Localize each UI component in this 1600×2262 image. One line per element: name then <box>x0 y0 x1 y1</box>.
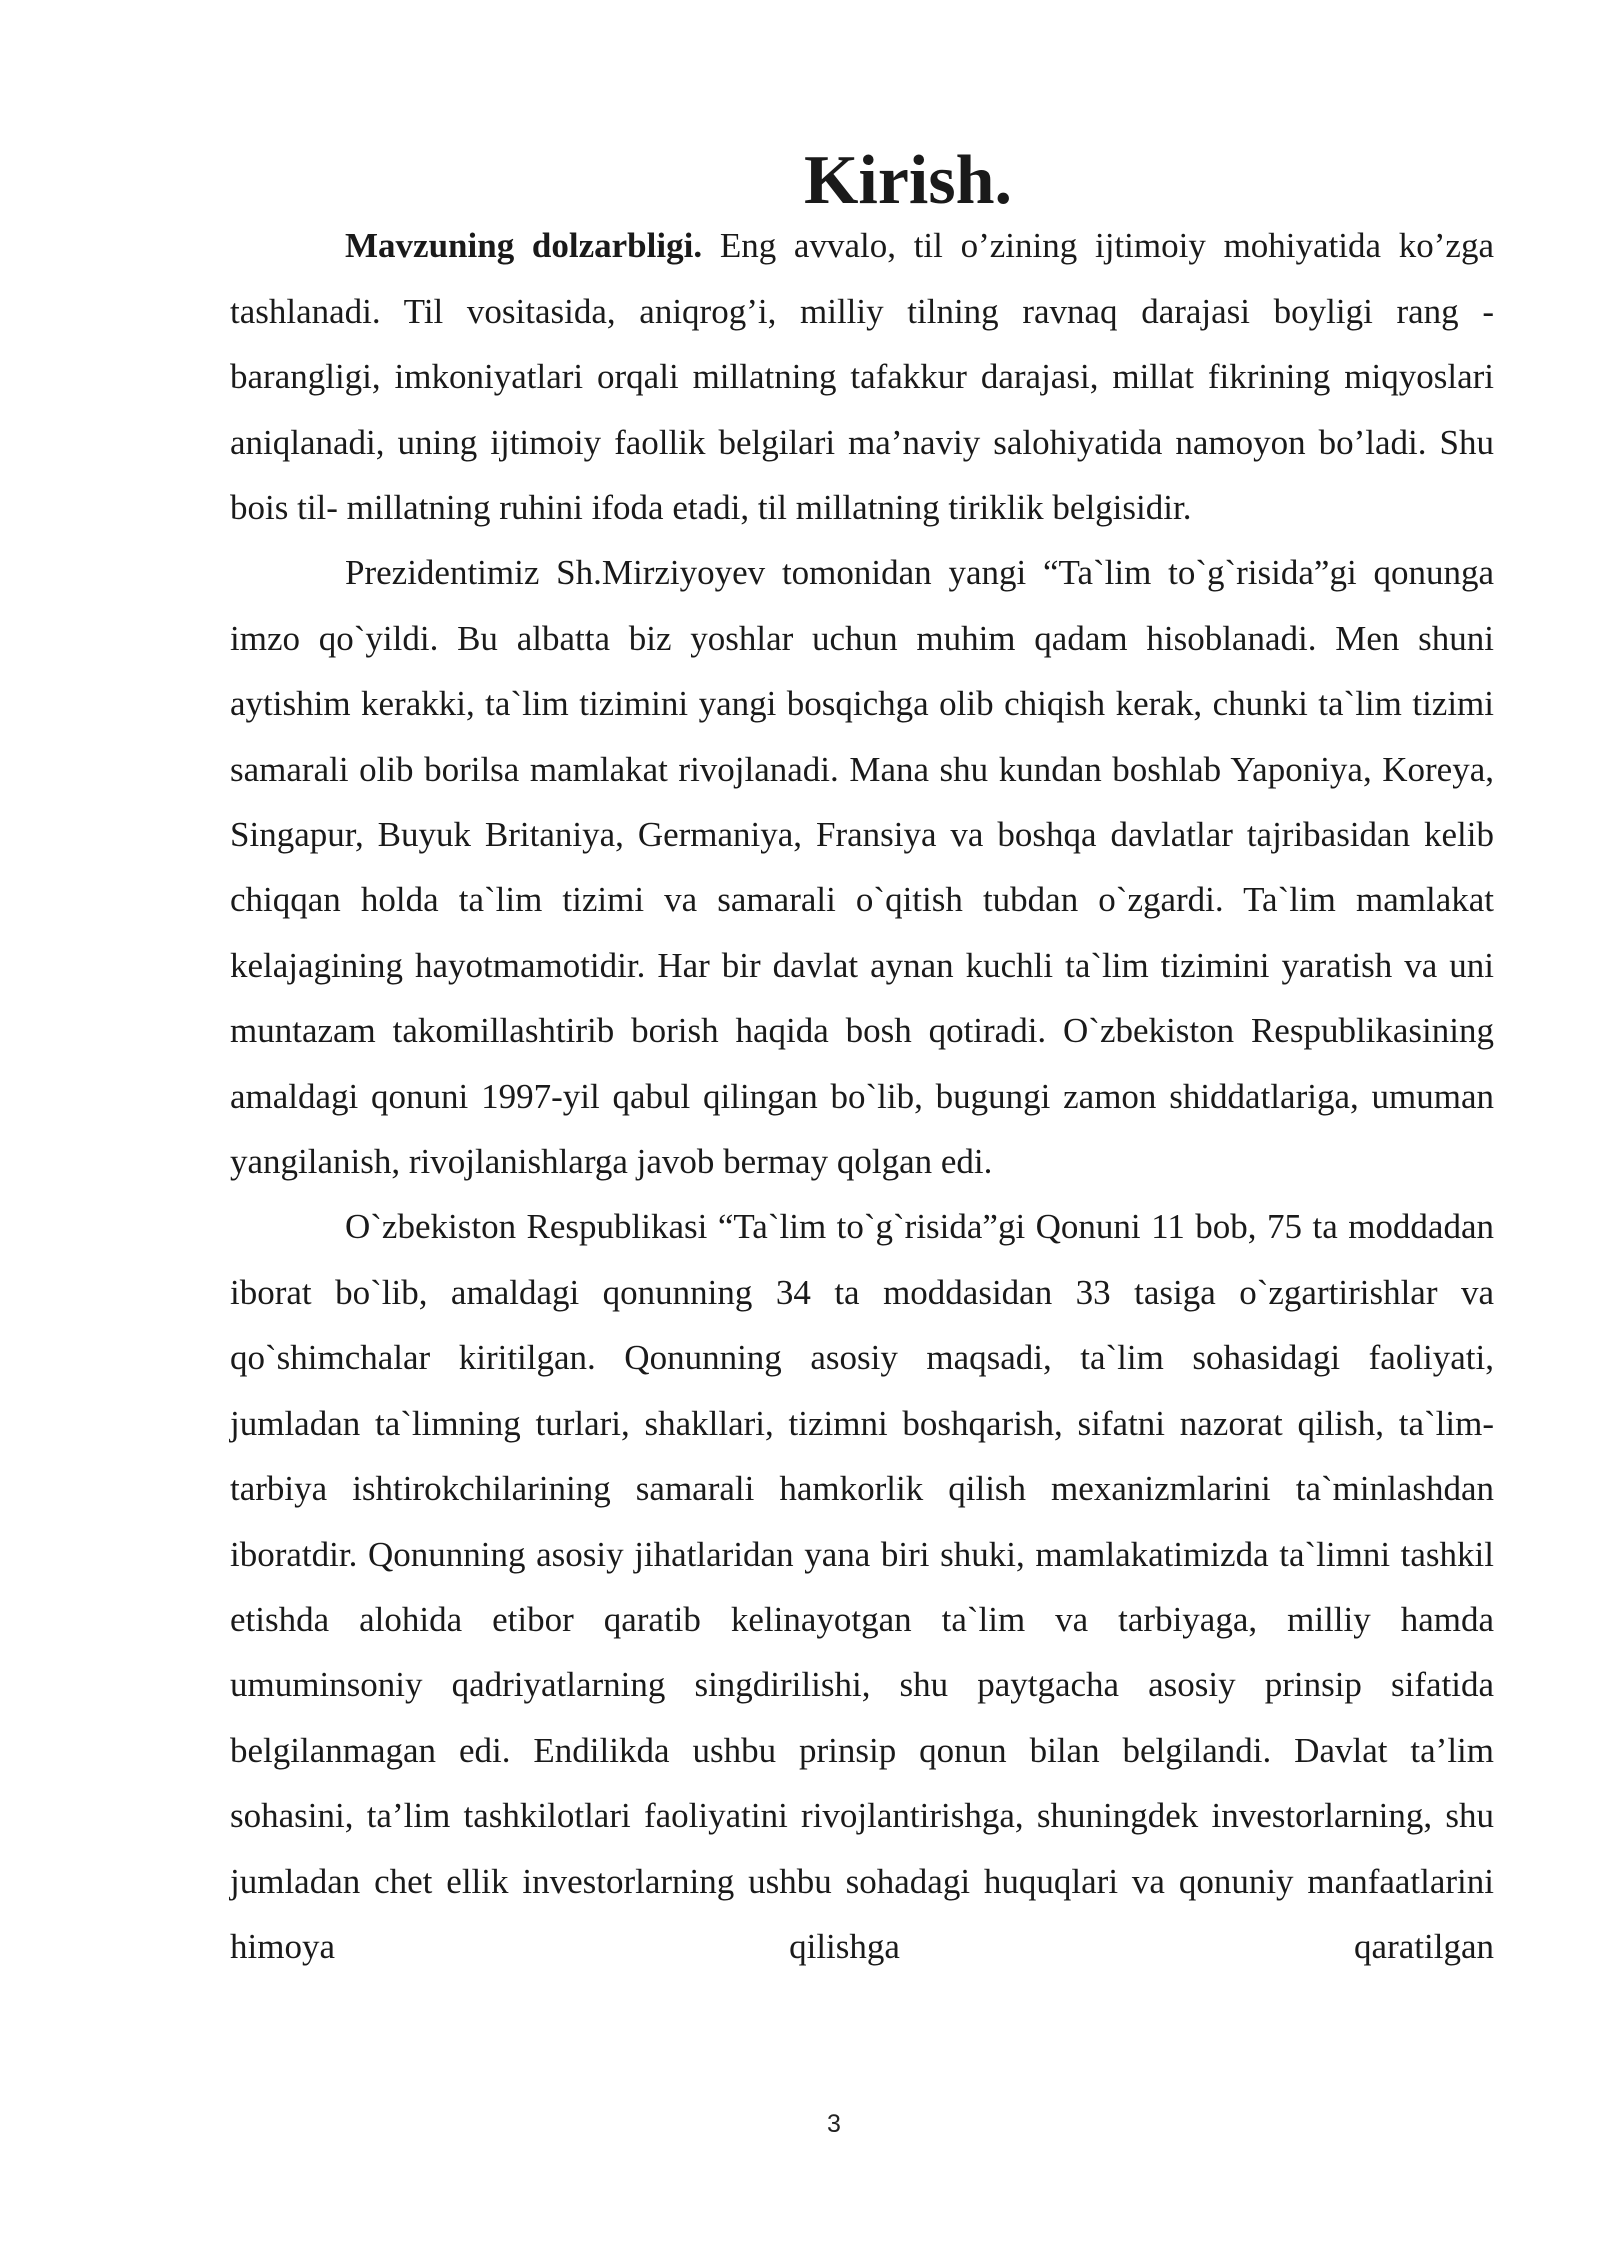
paragraph-text: O`zbekiston Respublikasi “Ta`lim to`g`risida”gi Qonuni 11 bob, 75 ta moddadan iborat bo`lib, amaldagi qonunning 34 ta moddasidan 33 tasiga o`zgartirishlar va qo`shimchalar kiritilgan. Qonunning asosiy maqsadi, ta`lim sohasidagi faoliyati, jumladan ta`limning turlari, shakllari, tizimni boshqarish, sifatni nazorat qilish, ta`lim-tarbiya ishtirokchilarining samarali hamkorlik qilish mexanizmlarini ta`minlashdan iboratdir. Qonunning asosiy jihatlaridan yana biri shuki, mamlakatimizda ta`limni tashkil etishda alohida etibor qaratib kelinayotgan ta`lim va tarbiyaga, milliy hamda umuminsoniy qadriyatlarning singdirilishi, shu paytgacha asosiy prinsip sifatida belgilanmagan edi. Endilikda ushbu prinsip qonun bilan belgilandi. Davlat ta’lim sohasini, ta’lim tashkilotlari faoliyatini rivojlantirishga, shuningdek investorlarning, shu jumladan chet ellik investorlarning ushbu sohadagi huquqlari va qonuniy manfaatlarini himoya qilishga qaratilgan <box>230 1207 1494 1966</box>
page-body <box>230 142 1494 1979</box>
paragraph-text: Prezidentimiz Sh.Mirziyoyev tomonidan yangi “Ta`lim to`g`risida”gi qonunga imzo qo`yildi. Bu albatta biz yoshlar uchun muhim qadam hisoblanadi. Men shuni aytishim kerakki, ta`lim tizimini yangi bosqichga olib chiqish kerak, chunki ta`lim tizimi samarali olib borilsa mamlakat rivojlanadi. Mana shu kundan boshlab Yaponiya, Koreya, Singapur, Buyuk Britaniya, Germaniya, Fransiya va boshqa davlatlar tajribasidan kelib chiqqan holda ta`lim tizimi va samarali o`qitish tubdan o`zgardi. Ta`lim mamlakat kelajagining hayotmamotidir. Har bir davlat aynan kuchli ta`lim tizimini yaratish va uni muntazam takomillashtirib borish haqida bosh qotiradi. O`zbekiston Respublikasining amaldagi qonuni 1997-yil qabul qilingan bo`lib, bugungi zamon shiddatlariga, umuman yangilanish, rivojlanishlarga javob bermay qolgan edi. <box>230 553 1494 1182</box>
paragraph-lead: Mavzuning dolzarbligi. <box>345 226 703 266</box>
page-number: 3 <box>827 2110 841 2138</box>
paragraph-relevance <box>230 213 1494 540</box>
paragraph-law-structure <box>230 1194 1494 1979</box>
paragraph-text: Eng avvalo, til o’zining ijtimoiy mohiyatida ko’zga tashlanadi. Til vositasida, aniqrog’i, milliy tilning ravnaq darajasi boyligi rang - barangligi, imkoniyatlari orqali millatning tafakkur darajasi, millat fikrining miqyoslari aniqlanadi, uning ijtimoiy faollik belgilari ma’naviy salohiyatida namoyon bo’ladi. Shu bois til- millatning ruhini ifoda etadi, til millatning tiriklik belgisidir. <box>230 226 1494 528</box>
page-title: Kirish. <box>803 142 1013 219</box>
paragraph-law-signing <box>230 540 1494 1194</box>
